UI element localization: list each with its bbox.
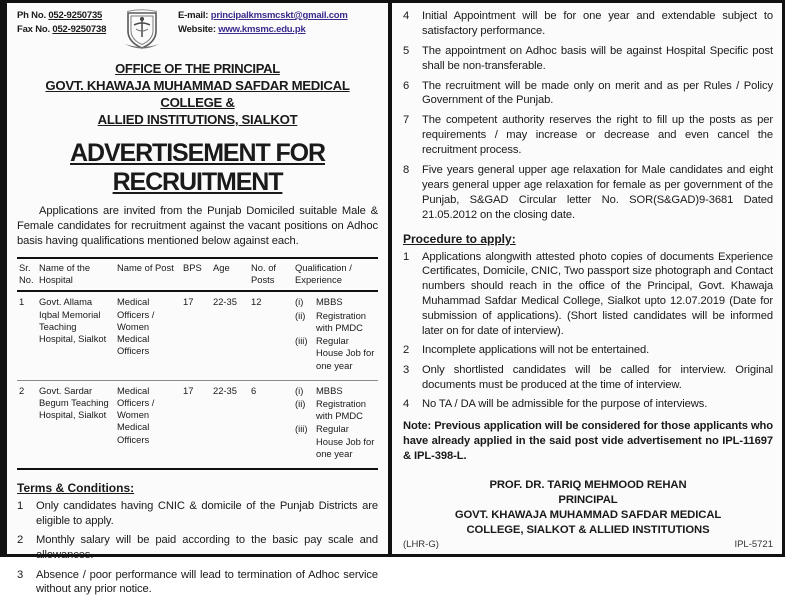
list-item-text: Incomplete applications will not be entertained.: [422, 344, 650, 357]
terms-conditions-title: Terms & Conditions:: [17, 481, 135, 496]
cell-sr-no: 1: [17, 291, 37, 380]
website-label: Website:: [178, 23, 216, 35]
fax-value: 052-9250738: [52, 23, 107, 35]
signature-block: [403, 478, 773, 539]
phone-value: 052-9250735: [48, 10, 103, 21]
footer-left-code: (LHR-G): [403, 539, 439, 550]
list-item: [403, 343, 773, 358]
phone-fax-block: [17, 9, 106, 37]
left-column: [7, 3, 392, 596]
list-item-text: Five years general upper age relaxation for Male candidates and eight years general upper age relaxation for female as per government of the Punjab, S&GAD Circular letter No. SOR(S&GAD)9-3681 Dated 21.05.2012 on the closing date.: [422, 164, 773, 221]
list-item-number: 3: [403, 363, 410, 376]
email-website-block: [178, 9, 378, 37]
contact-header: [17, 9, 378, 51]
table-row: [17, 291, 378, 380]
cell-post: Medical Officers / Women Medical Officers: [115, 380, 181, 469]
signatory-title: PRINCIPAL: [558, 493, 618, 506]
procedure-title: Procedure to apply:: [403, 231, 516, 246]
cell-bps: 17: [181, 291, 211, 380]
list-item: [403, 79, 773, 109]
list-item-number: 3: [17, 568, 24, 581]
qualification-text: Regular House Job for one year: [316, 335, 375, 371]
list-item-number: 4: [403, 398, 410, 411]
terms-conditions-continued-list: [403, 9, 773, 223]
col-header-qualification: Qualification / Experience: [293, 258, 378, 291]
phone-row: [17, 9, 106, 23]
qualification-text: Registration with PMDC: [316, 309, 367, 333]
qualification-list: [295, 385, 376, 460]
list-item-text: The competent authority reserves the right to fill up the posts as per requirements / may increase or decrease and even cancel the recruitment process.: [422, 114, 773, 157]
office-title-line2: GOVT. KHAWAJA MUHAMMAD SAFDAR MEDICAL COLLEGE &: [45, 77, 350, 110]
list-item-text: Absence / poor performance will lead to termination of Adhoc service without any prior notice.: [36, 568, 378, 596]
cell-hospital: Govt. Sardar Begum Teaching Hospital, Sialkot: [37, 380, 115, 469]
signatory-org-line1: GOVT. KHAWAJA MUHAMMAD SAFDAR MEDICAL: [454, 509, 722, 522]
qualification-number: (i): [295, 296, 304, 308]
website-value[interactable]: www.kmsmc.edu.pk: [218, 23, 306, 35]
office-title-line3: ALLIED INSTITUTIONS, SIALKOT: [97, 112, 298, 128]
list-item: [403, 44, 773, 74]
office-title: [17, 60, 378, 129]
qualification-number: (ii): [295, 309, 306, 321]
list-item-text: Only candidates having CNIC & domicile of the Punjab Districts are eligible to apply.: [36, 500, 378, 527]
qualification-text: MBBS: [316, 296, 343, 308]
col-header-bps: BPS: [181, 258, 211, 291]
email-label: E-mail:: [178, 10, 209, 21]
office-title-line1: OFFICE OF THE PRINCIPAL: [115, 61, 280, 76]
list-item-number: 4: [403, 10, 410, 22]
list-item-number: 1: [403, 250, 410, 263]
col-header-post: Name of Post: [115, 258, 181, 291]
qualification-item: [295, 385, 376, 397]
col-header-hospital: Name of the Hospital: [37, 258, 115, 291]
list-item-text: Initial Appointment will be for one year and extendable subject to satisfactory performance.: [422, 10, 773, 37]
qualification-item: [295, 398, 376, 422]
cell-sr-no: 2: [17, 380, 37, 469]
intro-paragraph: Applications are invited from the Punjab Domiciled suitable Male & Female candidates for recruitment against the vacant positions on Adhoc basis having qualifications mentioned below against each.: [17, 205, 378, 248]
list-item-number: 1: [17, 500, 24, 513]
col-header-no-of-posts: No. of Posts: [249, 258, 293, 291]
signatory-name: PROF. DR. TARIQ MEHMOOD REHAN: [489, 478, 687, 491]
college-crest-icon: [120, 9, 164, 51]
qualification-text: Regular House Job for one year: [316, 423, 375, 459]
qualification-number: (iii): [295, 423, 308, 435]
list-item-text: No TA / DA will be admissible for the purpose of interviews.: [422, 398, 708, 411]
email-value[interactable]: principalkmsmcskt@gmail.com: [210, 10, 348, 21]
positions-table: [17, 257, 378, 470]
phone-label: Ph No.: [17, 10, 46, 21]
right-column: [392, 3, 782, 554]
table-header: [17, 258, 378, 291]
list-item-text: Monthly salary will be paid according to the basic pay scale and allowances.: [36, 534, 378, 562]
qualification-number: (i): [295, 384, 304, 396]
cell-age: 22-35: [211, 380, 249, 469]
qualification-number: (ii): [295, 397, 306, 409]
col-header-age: Age: [211, 258, 249, 291]
cell-no-of-posts: 6: [249, 380, 293, 469]
list-item: [403, 163, 773, 223]
cell-qualification: [293, 380, 378, 469]
list-item-number: 5: [403, 44, 410, 57]
list-item: [17, 499, 378, 529]
list-item: [17, 568, 378, 597]
list-item-number: 8: [403, 164, 410, 177]
list-item: [403, 363, 773, 393]
list-item: [403, 9, 773, 39]
cell-qualification: [293, 291, 378, 380]
list-item: [403, 113, 773, 158]
cell-hospital: Govt. Allama Iqbal Memorial Teaching Hospital, Sialkot: [37, 291, 115, 380]
list-item-number: 2: [17, 534, 24, 547]
col-header-sr-no: Sr. No.: [17, 258, 37, 291]
list-item: [403, 250, 773, 339]
qualification-item: [295, 335, 376, 372]
website-row: [178, 23, 378, 37]
table-body: [17, 291, 378, 469]
cell-post: Medical Officers / Women Medical Officers: [115, 291, 181, 380]
table-header-row: [17, 258, 378, 291]
qualification-text: MBBS: [316, 384, 343, 396]
qualification-item: [295, 296, 376, 308]
qualification-item: [295, 310, 376, 334]
cell-age: 22-35: [211, 291, 249, 380]
terms-conditions-list: [17, 499, 378, 597]
qualification-item: [295, 423, 376, 460]
list-item-text: The recruitment will be made only on merit and as per Rules / Policy Government of the Punjab.: [422, 79, 773, 107]
footer-right-code: IPL-5721: [734, 539, 773, 550]
list-item-number: 7: [403, 114, 410, 127]
list-item-text: Applications alongwith attested photo copies of documents Experience Certificates, Domicile, CNIC, Two passport size photograph and Contact numbers should reach in the office of the Principal, Govt. Khawaja Muhammad Safdar Medical College, Sialkot upto 12.07.2019 (Date for submission of applications). (Short listed candidates will be informed later on for date of interview).: [422, 250, 773, 338]
list-item-text: The appointment on Adhoc basis will be against Hospital Specific post shall be non-transferable.: [422, 44, 773, 72]
table-row: [17, 380, 378, 469]
fax-label: Fax No.: [17, 23, 50, 35]
email-row: [178, 9, 378, 23]
list-item-number: 2: [403, 344, 410, 357]
list-item: [403, 397, 773, 412]
signatory-org-line2: COLLEGE, SIALKOT & ALLIED INSTITUTIONS: [466, 524, 710, 537]
cell-bps: 17: [181, 380, 211, 469]
procedure-list: [403, 250, 773, 412]
note-text: Note: Previous application will be considered for those applicants who have already applied in the said post vide advertisement no IPL-11697 & IPL-398-L.: [403, 419, 773, 462]
footer-codes: [403, 539, 773, 550]
list-item-text: Only shortlisted candidates will be called for interview. Original documents must be produced at the time of interview.: [422, 363, 773, 391]
qualification-list: [295, 296, 376, 371]
list-item-number: 6: [403, 79, 410, 92]
list-item: [17, 533, 378, 563]
page-title: ADVERTISEMENT FOR RECRUITMENT: [70, 139, 325, 197]
fax-row: [17, 23, 106, 37]
cell-no-of-posts: 12: [249, 291, 293, 380]
qualification-text: Registration with PMDC: [316, 397, 367, 422]
qualification-number: (iii): [295, 335, 308, 347]
